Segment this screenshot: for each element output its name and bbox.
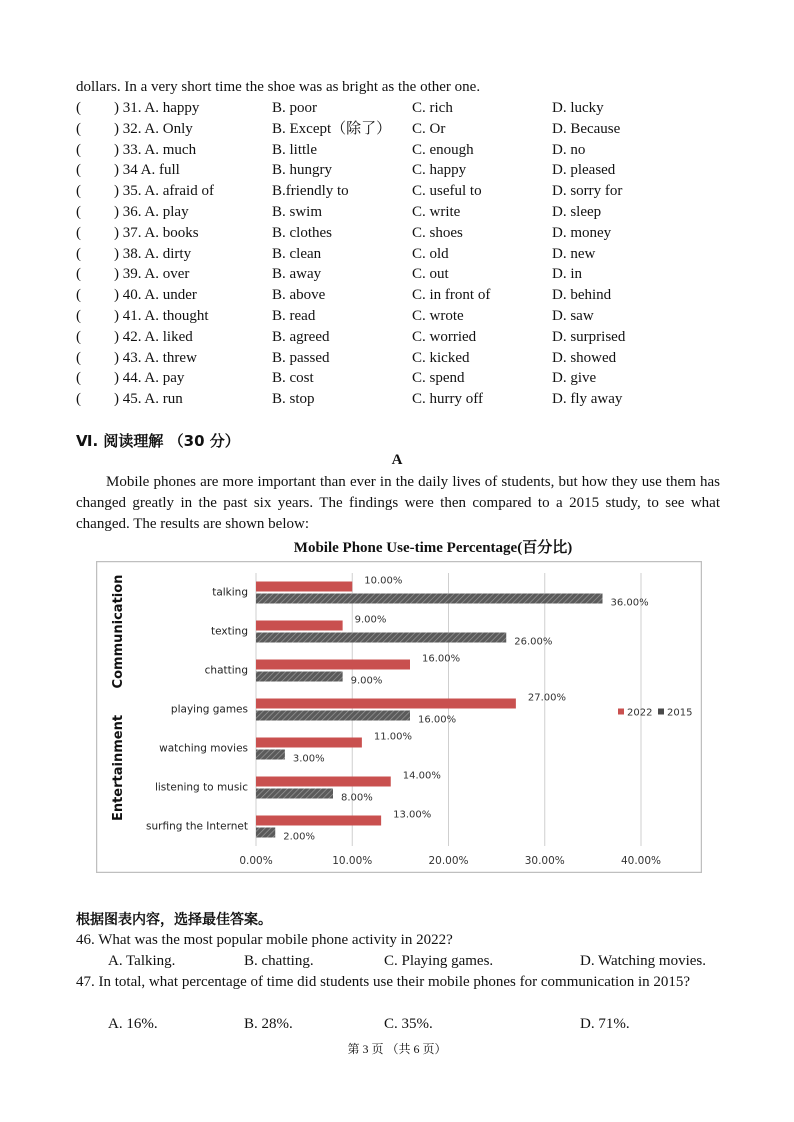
option-c[interactable]: C. Playing games. — [384, 953, 494, 969]
option-b[interactable]: B. 28%. — [244, 1016, 293, 1032]
option-a[interactable]: ) 38. A. dirty — [114, 245, 192, 262]
bar-2022 — [256, 582, 352, 592]
option-b[interactable]: B. agreed — [272, 328, 330, 345]
x-tick-label: 40.00% — [620, 855, 662, 867]
x-tick-label: 0.00% — [239, 855, 273, 867]
option-b[interactable]: B. passed — [272, 349, 330, 366]
bar-2015 — [256, 672, 343, 682]
question-46-options — [76, 951, 736, 971]
data-label-2015: 36.00% — [610, 597, 649, 609]
option-b[interactable]: B. little — [272, 141, 317, 158]
option-d[interactable]: D. lucky — [552, 100, 604, 116]
option-b[interactable]: B. stop — [272, 391, 315, 408]
option-b[interactable]: B. above — [272, 287, 326, 304]
option-a[interactable]: ) 40. A. under — [114, 287, 197, 304]
option-b[interactable]: B. chatting. — [244, 953, 314, 969]
option-c[interactable]: C. hurry off — [412, 391, 483, 408]
option-a[interactable]: ) 43. A. threw — [114, 349, 197, 366]
option-d[interactable]: D. surprised — [552, 328, 626, 345]
option-a[interactable]: ) 44. A. pay — [114, 370, 185, 387]
bar-2022 — [256, 777, 391, 787]
data-label-2022: 16.00% — [422, 653, 461, 665]
option-c[interactable]: C. rich — [412, 100, 453, 116]
category-label: texting — [211, 625, 248, 638]
page-footer: 第 3 页 （共 6 页） — [347, 1042, 447, 1056]
option-d[interactable]: D. Watching movies. — [580, 953, 706, 969]
option-a[interactable]: ) 42. A. liked — [114, 328, 193, 345]
option-a[interactable]: ) 35. A. afraid of — [114, 183, 214, 200]
cloze-row — [76, 264, 736, 284]
category-label: surfing the Internet — [146, 820, 248, 833]
option-d[interactable]: D. pleased — [552, 162, 616, 179]
option-c[interactable]: C. shoes — [412, 224, 463, 241]
chart-title: Mobile Phone Use-time Percentage(百分比) — [293, 540, 573, 556]
answer-blank-open[interactable]: ( — [76, 349, 81, 366]
cloze-row — [76, 327, 736, 347]
category-label: talking — [212, 586, 248, 599]
bar-2022 — [256, 816, 381, 826]
option-a[interactable]: ) 39. A. over — [114, 266, 190, 283]
option-a[interactable]: ) 41. A. thought — [114, 308, 209, 324]
option-b[interactable]: B. clean — [272, 245, 322, 262]
option-c[interactable]: C. wrote — [412, 308, 464, 324]
category-label: chatting — [204, 664, 248, 677]
cloze-row — [76, 306, 736, 326]
intro-line: dollars. In a very short time the shoe was as bright as the other one. — [76, 79, 481, 95]
answer-blank-open[interactable]: ( — [76, 100, 81, 116]
bar-2015 — [256, 750, 285, 760]
cloze-row — [76, 389, 736, 409]
option-a[interactable]: ) 45. A. run — [114, 391, 183, 408]
x-tick-label: 20.00% — [428, 855, 469, 867]
data-label-2015: 8.00% — [341, 792, 373, 804]
answer-blank-open[interactable]: ( — [76, 308, 81, 324]
option-d[interactable]: D. no — [552, 141, 586, 158]
cloze-row — [76, 368, 736, 388]
data-label-2022: 11.00% — [373, 731, 413, 743]
category-label: watching movies — [159, 742, 248, 755]
option-c[interactable]: C. Or — [412, 120, 446, 137]
chart-svg — [96, 561, 702, 873]
option-a[interactable]: ) 37. A. books — [114, 224, 199, 241]
bar-2022 — [256, 738, 362, 748]
option-d[interactable]: D. showed — [552, 349, 617, 366]
answer-blank-open[interactable]: ( — [76, 266, 81, 283]
cloze-row — [76, 285, 736, 305]
bar-2015 — [256, 828, 275, 838]
option-c[interactable]: C. write — [412, 204, 461, 220]
data-label-2015: 2.00% — [283, 831, 316, 843]
option-d[interactable]: D. fly away — [552, 391, 623, 408]
answer-blank-open[interactable]: ( — [76, 328, 81, 345]
option-d[interactable]: D. Because — [552, 120, 621, 137]
answer-blank-open[interactable]: ( — [76, 120, 81, 137]
data-label-2015: 26.00% — [514, 636, 553, 648]
category-label: playing games — [170, 703, 248, 716]
data-label-2015: 16.00% — [418, 714, 457, 726]
bar-2022 — [256, 621, 343, 631]
cloze-row — [76, 140, 736, 160]
option-b[interactable]: B. clothes — [272, 224, 332, 241]
option-a[interactable]: A. 16%. — [108, 1016, 158, 1032]
bar-2015 — [256, 789, 333, 799]
data-label-2022: 14.00% — [402, 770, 441, 782]
cloze-row — [76, 223, 736, 243]
option-a[interactable]: ) 36. A. play — [114, 204, 189, 220]
option-d[interactable]: D. 71%. — [580, 1016, 630, 1032]
cloze-row — [76, 98, 736, 118]
data-label-2022: 13.00% — [393, 809, 432, 821]
question-heading: 根据图表内容，选择最佳答案。 — [76, 912, 272, 928]
option-d[interactable]: D. money — [552, 224, 612, 241]
cloze-row — [76, 348, 736, 368]
cloze-row — [76, 160, 736, 180]
x-tick-label: 30.00% — [524, 855, 565, 867]
option-b[interactable]: B. away — [272, 266, 322, 283]
legend-label-2022: 2022 — [627, 707, 653, 719]
bar-2022 — [256, 699, 516, 709]
option-b[interactable]: B. Except（除了） — [272, 120, 392, 137]
answer-blank-open[interactable]: ( — [76, 370, 81, 387]
data-label-2015: 9.00% — [350, 675, 383, 687]
option-a[interactable]: ) 34 A. full — [114, 162, 180, 179]
legend-swatch-2015 — [658, 709, 664, 715]
option-c[interactable]: C. happy — [412, 162, 467, 179]
option-a[interactable]: ) 31. A. happy — [114, 100, 200, 116]
passage-text: Mobile phones are more important than ever in the daily lives of students, but how they use them has changed greatly in the past six years. The findings were then compared to a 2015 study, to see what changed. The results are shown below: — [76, 474, 720, 532]
passage-letter: A — [391, 452, 403, 468]
x-tick-label: 10.00% — [332, 855, 373, 867]
answer-blank-open[interactable]: ( — [76, 162, 81, 179]
bar-chart — [96, 561, 702, 873]
legend-label-2015: 2015 — [667, 707, 693, 719]
option-d[interactable]: D. sorry for — [552, 183, 623, 200]
group-label: Entertainment — [111, 714, 126, 822]
answer-blank-open[interactable]: ( — [76, 391, 81, 408]
option-c[interactable]: C. spend — [412, 370, 465, 387]
data-label-2022: 9.00% — [354, 614, 387, 626]
answer-blank-open[interactable]: ( — [76, 287, 81, 304]
cloze-row — [76, 202, 736, 222]
legend-swatch-2022 — [618, 709, 624, 715]
option-b[interactable]: B.friendly to — [272, 183, 349, 200]
data-label-2015: 3.00% — [292, 753, 325, 765]
option-d[interactable]: D. give — [552, 370, 597, 387]
category-label: listening to music — [154, 781, 248, 794]
bar-2015 — [256, 633, 506, 643]
data-label-2022: 10.00% — [364, 575, 403, 587]
answer-blank-open[interactable]: ( — [76, 141, 81, 158]
option-b[interactable]: B. poor — [272, 100, 317, 116]
answer-blank-open[interactable]: ( — [76, 224, 81, 241]
option-d[interactable]: D. new — [552, 245, 596, 262]
cloze-row — [76, 119, 736, 139]
bar-2015 — [256, 711, 410, 721]
option-d[interactable]: D. behind — [552, 287, 612, 304]
group-label: Communication — [111, 574, 126, 689]
option-d[interactable]: D. in — [552, 266, 582, 283]
option-b[interactable]: B. cost — [272, 370, 314, 387]
option-c[interactable]: C. worried — [412, 328, 477, 345]
option-b[interactable]: B. read — [272, 308, 316, 324]
answer-blank-open[interactable]: ( — [76, 183, 81, 200]
option-c[interactable]: C. out — [412, 266, 449, 283]
option-c[interactable]: C. useful to — [412, 183, 482, 200]
option-c[interactable]: C. 35%. — [384, 1016, 433, 1032]
section-title: Ⅵ. 阅读理解 （30 分） — [76, 432, 240, 450]
option-b[interactable]: B. hungry — [272, 162, 332, 179]
option-a[interactable]: ) 33. A. much — [114, 141, 197, 158]
data-label-2022: 27.00% — [527, 692, 567, 704]
option-c[interactable]: C. kicked — [412, 349, 470, 366]
answer-blank-open[interactable]: ( — [76, 204, 81, 220]
option-a[interactable]: A. Talking. — [108, 953, 176, 969]
question-46-stem: 46. What was the most popular mobile phone activity in 2022? — [76, 932, 453, 948]
option-c[interactable]: C. old — [412, 245, 449, 262]
option-b[interactable]: B. swim — [272, 204, 323, 220]
option-d[interactable]: D. sleep — [552, 204, 602, 220]
bar-2015 — [256, 594, 603, 604]
bar-2022 — [256, 660, 410, 670]
cloze-row — [76, 181, 736, 201]
question-47-options — [76, 1014, 736, 1034]
answer-blank-open[interactable]: ( — [76, 245, 81, 262]
cloze-row — [76, 244, 736, 264]
option-c[interactable]: C. in front of — [412, 287, 491, 304]
option-d[interactable]: D. saw — [552, 308, 594, 324]
question-47-stem: 47. In total, what percentage of time did students use their mobile phones for communication in 2015? — [76, 974, 691, 990]
option-a[interactable]: ) 32. A. Only — [114, 120, 193, 137]
option-c[interactable]: C. enough — [412, 141, 474, 158]
